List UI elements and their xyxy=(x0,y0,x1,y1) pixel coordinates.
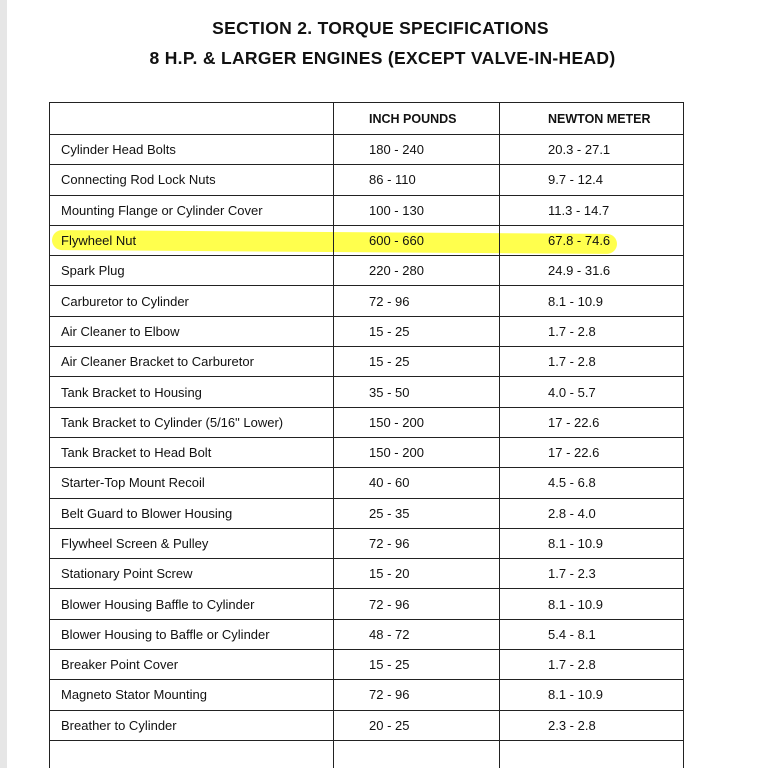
inch-pounds-value: 72 - 96 xyxy=(334,286,500,316)
table-row xyxy=(50,165,684,195)
table-row xyxy=(50,680,684,710)
table-header-row xyxy=(50,103,684,135)
table-row xyxy=(50,528,684,558)
inch-pounds-value: 150 - 200 xyxy=(334,437,500,467)
page-edge-shadow xyxy=(0,0,7,768)
column-header-part xyxy=(50,103,334,135)
newton-meter-value: 8.1 - 10.9 xyxy=(500,286,684,316)
inch-pounds-value: 150 - 200 xyxy=(334,407,500,437)
inch-pounds-value: 72 - 96 xyxy=(334,589,500,619)
part-name: Mounting Flange or Cylinder Cover xyxy=(50,195,334,225)
table-row xyxy=(50,589,684,619)
newton-meter-value: 5.4 - 8.1 xyxy=(500,619,684,649)
newton-meter-value: 2.8 - 4.0 xyxy=(500,498,684,528)
table-row-cutoff xyxy=(50,740,684,768)
inch-pounds-value: 600 - 660 xyxy=(334,225,500,255)
part-name: Spark Plug xyxy=(50,256,334,286)
part-name: Flywheel Screen & Pulley xyxy=(50,528,334,558)
inch-pounds-value: 15 - 25 xyxy=(334,347,500,377)
newton-meter-value: 8.1 - 10.9 xyxy=(500,528,684,558)
table-row xyxy=(50,407,684,437)
section-title: SECTION 2. TORQUE SPECIFICATIONS xyxy=(212,18,549,38)
table-row xyxy=(50,498,684,528)
newton-meter-value: 8.1 - 10.9 xyxy=(500,680,684,710)
inch-pounds-value: 180 - 240 xyxy=(334,135,500,165)
table-row xyxy=(50,316,684,346)
part-name: Breather to Cylinder xyxy=(50,710,334,740)
inch-pounds-value: 220 - 280 xyxy=(334,256,500,286)
newton-meter-value: 2.3 - 2.8 xyxy=(500,710,684,740)
inch-pounds-value: 15 - 25 xyxy=(334,650,500,680)
newton-meter-value: 1.7 - 2.3 xyxy=(500,559,684,589)
inch-pounds-value: 20 - 25 xyxy=(334,710,500,740)
inch-pounds-value: 15 - 25 xyxy=(334,316,500,346)
newton-meter-value: 9.7 - 12.4 xyxy=(500,165,684,195)
part-name: Air Cleaner to Elbow xyxy=(50,316,334,346)
part-name: Air Cleaner Bracket to Carburetor xyxy=(50,347,334,377)
newton-meter-value: 11.3 - 14.7 xyxy=(500,195,684,225)
newton-meter-value: 1.7 - 2.8 xyxy=(500,650,684,680)
inch-pounds-value: 72 - 96 xyxy=(334,528,500,558)
torque-spec-table xyxy=(49,102,684,768)
newton-meter-value: 20.3 - 27.1 xyxy=(500,135,684,165)
newton-meter-value: 4.0 - 5.7 xyxy=(500,377,684,407)
newton-meter-value: 4.5 - 6.8 xyxy=(500,468,684,498)
column-header-newton-meter: NEWTON METER xyxy=(500,103,684,135)
inch-pounds-value: 86 - 110 xyxy=(334,165,500,195)
part-name: Blower Housing to Baffle or Cylinder xyxy=(50,619,334,649)
table-row xyxy=(50,195,684,225)
part-name: Tank Bracket to Head Bolt xyxy=(50,437,334,467)
part-name: Blower Housing Baffle to Cylinder xyxy=(50,589,334,619)
part-name: Carburetor to Cylinder xyxy=(50,286,334,316)
part-name: Stationary Point Screw xyxy=(50,559,334,589)
part-name: Connecting Rod Lock Nuts xyxy=(50,165,334,195)
table-row-highlighted xyxy=(50,225,684,255)
table-row xyxy=(50,468,684,498)
newton-meter-value: 8.1 - 10.9 xyxy=(500,589,684,619)
part-name: Cylinder Head Bolts xyxy=(50,135,334,165)
table-row xyxy=(50,710,684,740)
table-row xyxy=(50,135,684,165)
inch-pounds-value: 15 - 20 xyxy=(334,559,500,589)
column-header-inch-pounds: INCH POUNDS xyxy=(334,103,500,135)
inch-pounds-value: 35 - 50 xyxy=(334,377,500,407)
table-row xyxy=(50,377,684,407)
table-row xyxy=(50,650,684,680)
inch-pounds-value: 72 - 96 xyxy=(334,680,500,710)
table-row xyxy=(50,619,684,649)
part-name: Flywheel Nut xyxy=(50,225,334,255)
table-row xyxy=(50,256,684,286)
table-row xyxy=(50,347,684,377)
newton-meter-value: 24.9 - 31.6 xyxy=(500,256,684,286)
part-name: Magneto Stator Mounting xyxy=(50,680,334,710)
inch-pounds-value: 48 - 72 xyxy=(334,619,500,649)
newton-meter-value: 17 - 22.6 xyxy=(500,407,684,437)
part-name: Tank Bracket to Housing xyxy=(50,377,334,407)
inch-pounds-value: 100 - 130 xyxy=(334,195,500,225)
part-name: Tank Bracket to Cylinder (5/16" Lower) xyxy=(50,407,334,437)
part-name: Starter-Top Mount Recoil xyxy=(50,468,334,498)
part-name: Belt Guard to Blower Housing xyxy=(50,498,334,528)
newton-meter-value: 67.8 - 74.6 xyxy=(500,225,684,255)
inch-pounds-value: 25 - 35 xyxy=(334,498,500,528)
table-row xyxy=(50,559,684,589)
newton-meter-value: 1.7 - 2.8 xyxy=(500,316,684,346)
part-name: Breaker Point Cover xyxy=(50,650,334,680)
table-row xyxy=(50,437,684,467)
newton-meter-value: 17 - 22.6 xyxy=(500,437,684,467)
table-row xyxy=(50,286,684,316)
newton-meter-value: 1.7 - 2.8 xyxy=(500,347,684,377)
inch-pounds-value: 40 - 60 xyxy=(334,468,500,498)
section-subtitle: 8 H.P. & LARGER ENGINES (EXCEPT VALVE-IN-HEAD) xyxy=(149,48,616,68)
